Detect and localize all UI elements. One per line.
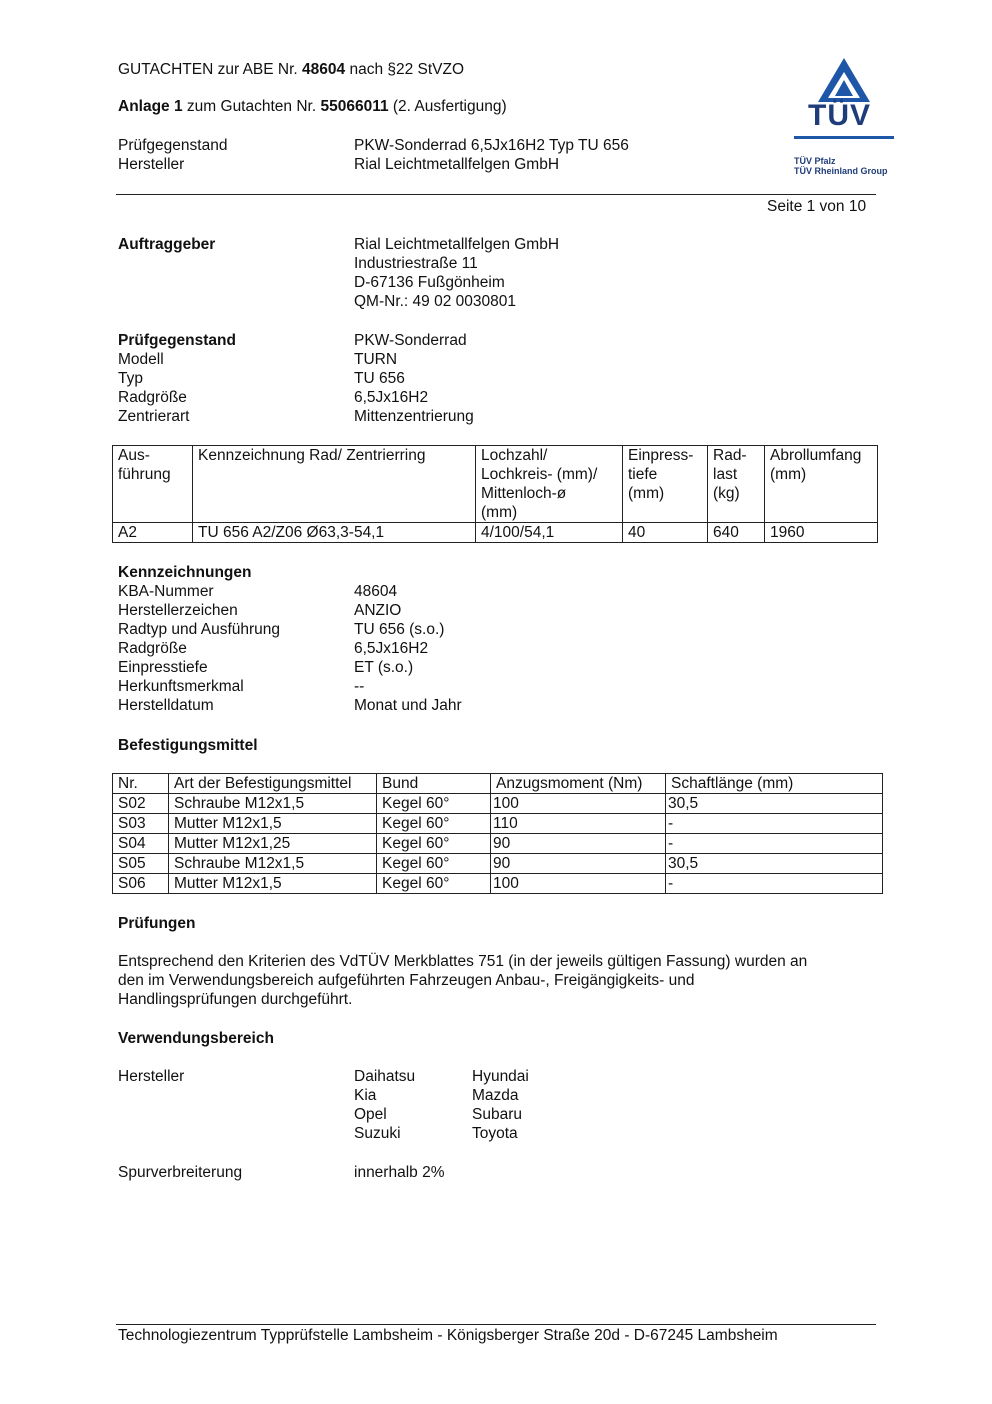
ausfuehrung-table — [112, 445, 878, 543]
zentrierart-label: Zentrierart — [118, 408, 190, 425]
zentrierart-value: Mittenzentrierung — [354, 408, 474, 425]
table-header-row — [113, 774, 883, 794]
table-header-cell: Anzugsmoment (Nm) — [491, 774, 666, 794]
table-cell: S02 — [113, 794, 169, 814]
logo-text: TÜV — [808, 99, 871, 132]
manufacturer-item: Hyundai — [472, 1068, 529, 1085]
auftraggeber-line: Industriestraße 11 — [354, 255, 478, 272]
table-cell: 100 — [491, 874, 666, 894]
auftraggeber-line: D-67136 Fußgönheim — [354, 274, 505, 291]
manufacturer-item: Mazda — [472, 1087, 519, 1104]
table-cell: Schraube M12x1,5 — [169, 794, 377, 814]
pruefgegenstand-heading: Prüfgegenstand — [118, 332, 236, 349]
modell-value: TURN — [354, 351, 398, 368]
table-row — [113, 834, 883, 854]
table-cell: S05 — [113, 854, 169, 874]
table-row — [113, 874, 883, 894]
table-cell: - — [666, 834, 883, 854]
table-row — [113, 814, 883, 834]
auftraggeber-line: Rial Leichtmetallfelgen GmbH — [354, 236, 560, 253]
document-title: GUTACHTEN zur ABE Nr. 48604 nach §22 StVZO — [118, 61, 465, 78]
table-cell: 1960 — [765, 523, 878, 543]
table-cell: 640 — [708, 523, 765, 543]
spur-value: innerhalb 2% — [354, 1164, 445, 1181]
table-header-cell: Art der Befestigungsmittel — [169, 774, 377, 794]
table-cell: 90 — [491, 854, 666, 874]
pruefungen-text-line: Entsprechend den Kriterien des VdTÜV Merkblattes 751 (in der jeweils gültigen Fassung) wurden an — [118, 953, 808, 970]
table-cell: 4/100/54,1 — [476, 523, 623, 543]
kennz-value: ET (s.o.) — [354, 659, 414, 676]
kennz-label: Herstellerzeichen — [118, 602, 238, 619]
kennz-value: Monat und Jahr — [354, 697, 462, 714]
header-pruefgegenstand-label: Prüfgegenstand — [118, 137, 228, 154]
auftraggeber-line: QM-Nr.: 49 02 0030801 — [354, 293, 516, 310]
kennz-label: Einpresstiefe — [118, 659, 208, 676]
table-cell: 90 — [491, 834, 666, 854]
table-header-cell: Bund — [377, 774, 491, 794]
header-divider — [116, 194, 876, 195]
manufacturer-item: Kia — [354, 1087, 377, 1104]
pruefungen-text-line: Handlingsprüfungen durchgeführt. — [118, 991, 353, 1008]
table-cell: Kegel 60° — [377, 814, 491, 834]
table-cell: Mutter M12x1,25 — [169, 834, 377, 854]
header-hersteller-value: Rial Leichtmetallfelgen GmbH — [354, 156, 560, 173]
table-header-cell: Aus- führung — [113, 446, 193, 523]
table-row — [113, 523, 878, 543]
spur-label: Spurverbreiterung — [118, 1164, 243, 1181]
verwendung-heading: Verwendungsbereich — [118, 1030, 274, 1047]
kennz-value: -- — [354, 678, 365, 695]
table-cell: Mutter M12x1,5 — [169, 874, 377, 894]
table-cell: 40 — [623, 523, 708, 543]
table-header-cell: Abrollumfang (mm) — [765, 446, 878, 523]
tuev-logo — [792, 56, 896, 176]
table-cell: - — [666, 814, 883, 834]
radgroesse-value: 6,5Jx16H2 — [354, 389, 429, 406]
table-cell: Kegel 60° — [377, 834, 491, 854]
table-row — [113, 794, 883, 814]
table-cell: Kegel 60° — [377, 854, 491, 874]
kennz-value: 6,5Jx16H2 — [354, 640, 429, 657]
table-header-cell: Nr. — [113, 774, 169, 794]
abe-number: 48604 — [302, 61, 346, 78]
report-number: 55066011 — [320, 98, 389, 115]
befestigung-table — [112, 773, 883, 894]
table-cell: Kegel 60° — [377, 874, 491, 894]
pruefungen-heading: Prüfungen — [118, 915, 196, 932]
manufacturer-item: Opel — [354, 1106, 387, 1123]
manufacturer-item: Toyota — [472, 1125, 518, 1142]
table-cell: Kegel 60° — [377, 794, 491, 814]
befestigung-heading: Befestigungsmittel — [118, 737, 258, 754]
table-cell: Mutter M12x1,5 — [169, 814, 377, 834]
table-cell: 30,5 — [666, 854, 883, 874]
typ-label: Typ — [118, 370, 143, 387]
table-cell: 30,5 — [666, 794, 883, 814]
auftraggeber-label: Auftraggeber — [118, 236, 216, 253]
table-header-cell: Schaftlänge (mm) — [666, 774, 883, 794]
table-header-cell: Rad- last (kg) — [708, 446, 765, 523]
kennz-label: Herstelldatum — [118, 697, 214, 714]
table-cell: Schraube M12x1,5 — [169, 854, 377, 874]
header-hersteller-label: Hersteller — [118, 156, 185, 173]
radgroesse-label: Radgröße — [118, 389, 187, 406]
table-header-cell: Einpress- tiefe (mm) — [623, 446, 708, 523]
kennz-label: Radgröße — [118, 640, 187, 657]
kennz-label: Herkunftsmerkmal — [118, 678, 244, 695]
table-cell: 100 — [491, 794, 666, 814]
verwendung-hersteller-label: Hersteller — [118, 1068, 185, 1085]
table-header-cell: Lochzahl/ Lochkreis- (mm)/ Mittenloch-ø (mm) — [476, 446, 623, 523]
kennz-value: ANZIO — [354, 602, 402, 619]
table-cell: 110 — [491, 814, 666, 834]
kennz-label: Radtyp und Ausführung — [118, 621, 281, 638]
attachment-line: Anlage 1 zum Gutachten Nr. 55066011 (2. Ausfertigung) — [118, 98, 507, 115]
table-row — [113, 854, 883, 874]
footer-text: Technologiezentrum Typprüfstelle Lambsheim - Königsberger Straße 20d - D-67245 Lambsheim — [118, 1327, 778, 1344]
footer-divider — [116, 1324, 876, 1325]
manufacturer-item: Subaru — [472, 1106, 522, 1123]
manufacturer-item: Daihatsu — [354, 1068, 416, 1085]
table-cell: S06 — [113, 874, 169, 894]
table-cell: S04 — [113, 834, 169, 854]
header-pruefgegenstand-value: PKW-Sonderrad 6,5Jx16H2 Typ TU 656 — [354, 137, 629, 154]
typ-value: TU 656 — [354, 370, 405, 387]
manufacturer-item: Suzuki — [354, 1125, 401, 1142]
table-cell: A2 — [113, 523, 193, 543]
kennz-label: KBA-Nummer — [118, 583, 214, 600]
table-header-row — [113, 446, 878, 523]
page-number: Seite 1 von 10 — [767, 198, 867, 215]
pruefungen-text-line: den im Verwendungsbereich aufgeführten Fahrzeugen Anbau-, Freigängigkeits- und — [118, 972, 695, 989]
kennz-value: TU 656 (s.o.) — [354, 621, 445, 638]
kennz-value: 48604 — [354, 583, 398, 600]
table-cell: TU 656 A2/Z06 Ø63,3-54,1 — [193, 523, 476, 543]
pruefgegenstand-value: PKW-Sonderrad — [354, 332, 467, 349]
logo-sub1: TÜV Pfalz — [794, 156, 836, 166]
logo-sub2: TÜV Rheinland Group — [794, 166, 888, 176]
table-header-cell: Kennzeichnung Rad/ Zentrierring — [193, 446, 476, 523]
table-cell: - — [666, 874, 883, 894]
kennzeichnungen-heading: Kennzeichnungen — [118, 564, 252, 581]
modell-label: Modell — [118, 351, 164, 368]
table-cell: S03 — [113, 814, 169, 834]
